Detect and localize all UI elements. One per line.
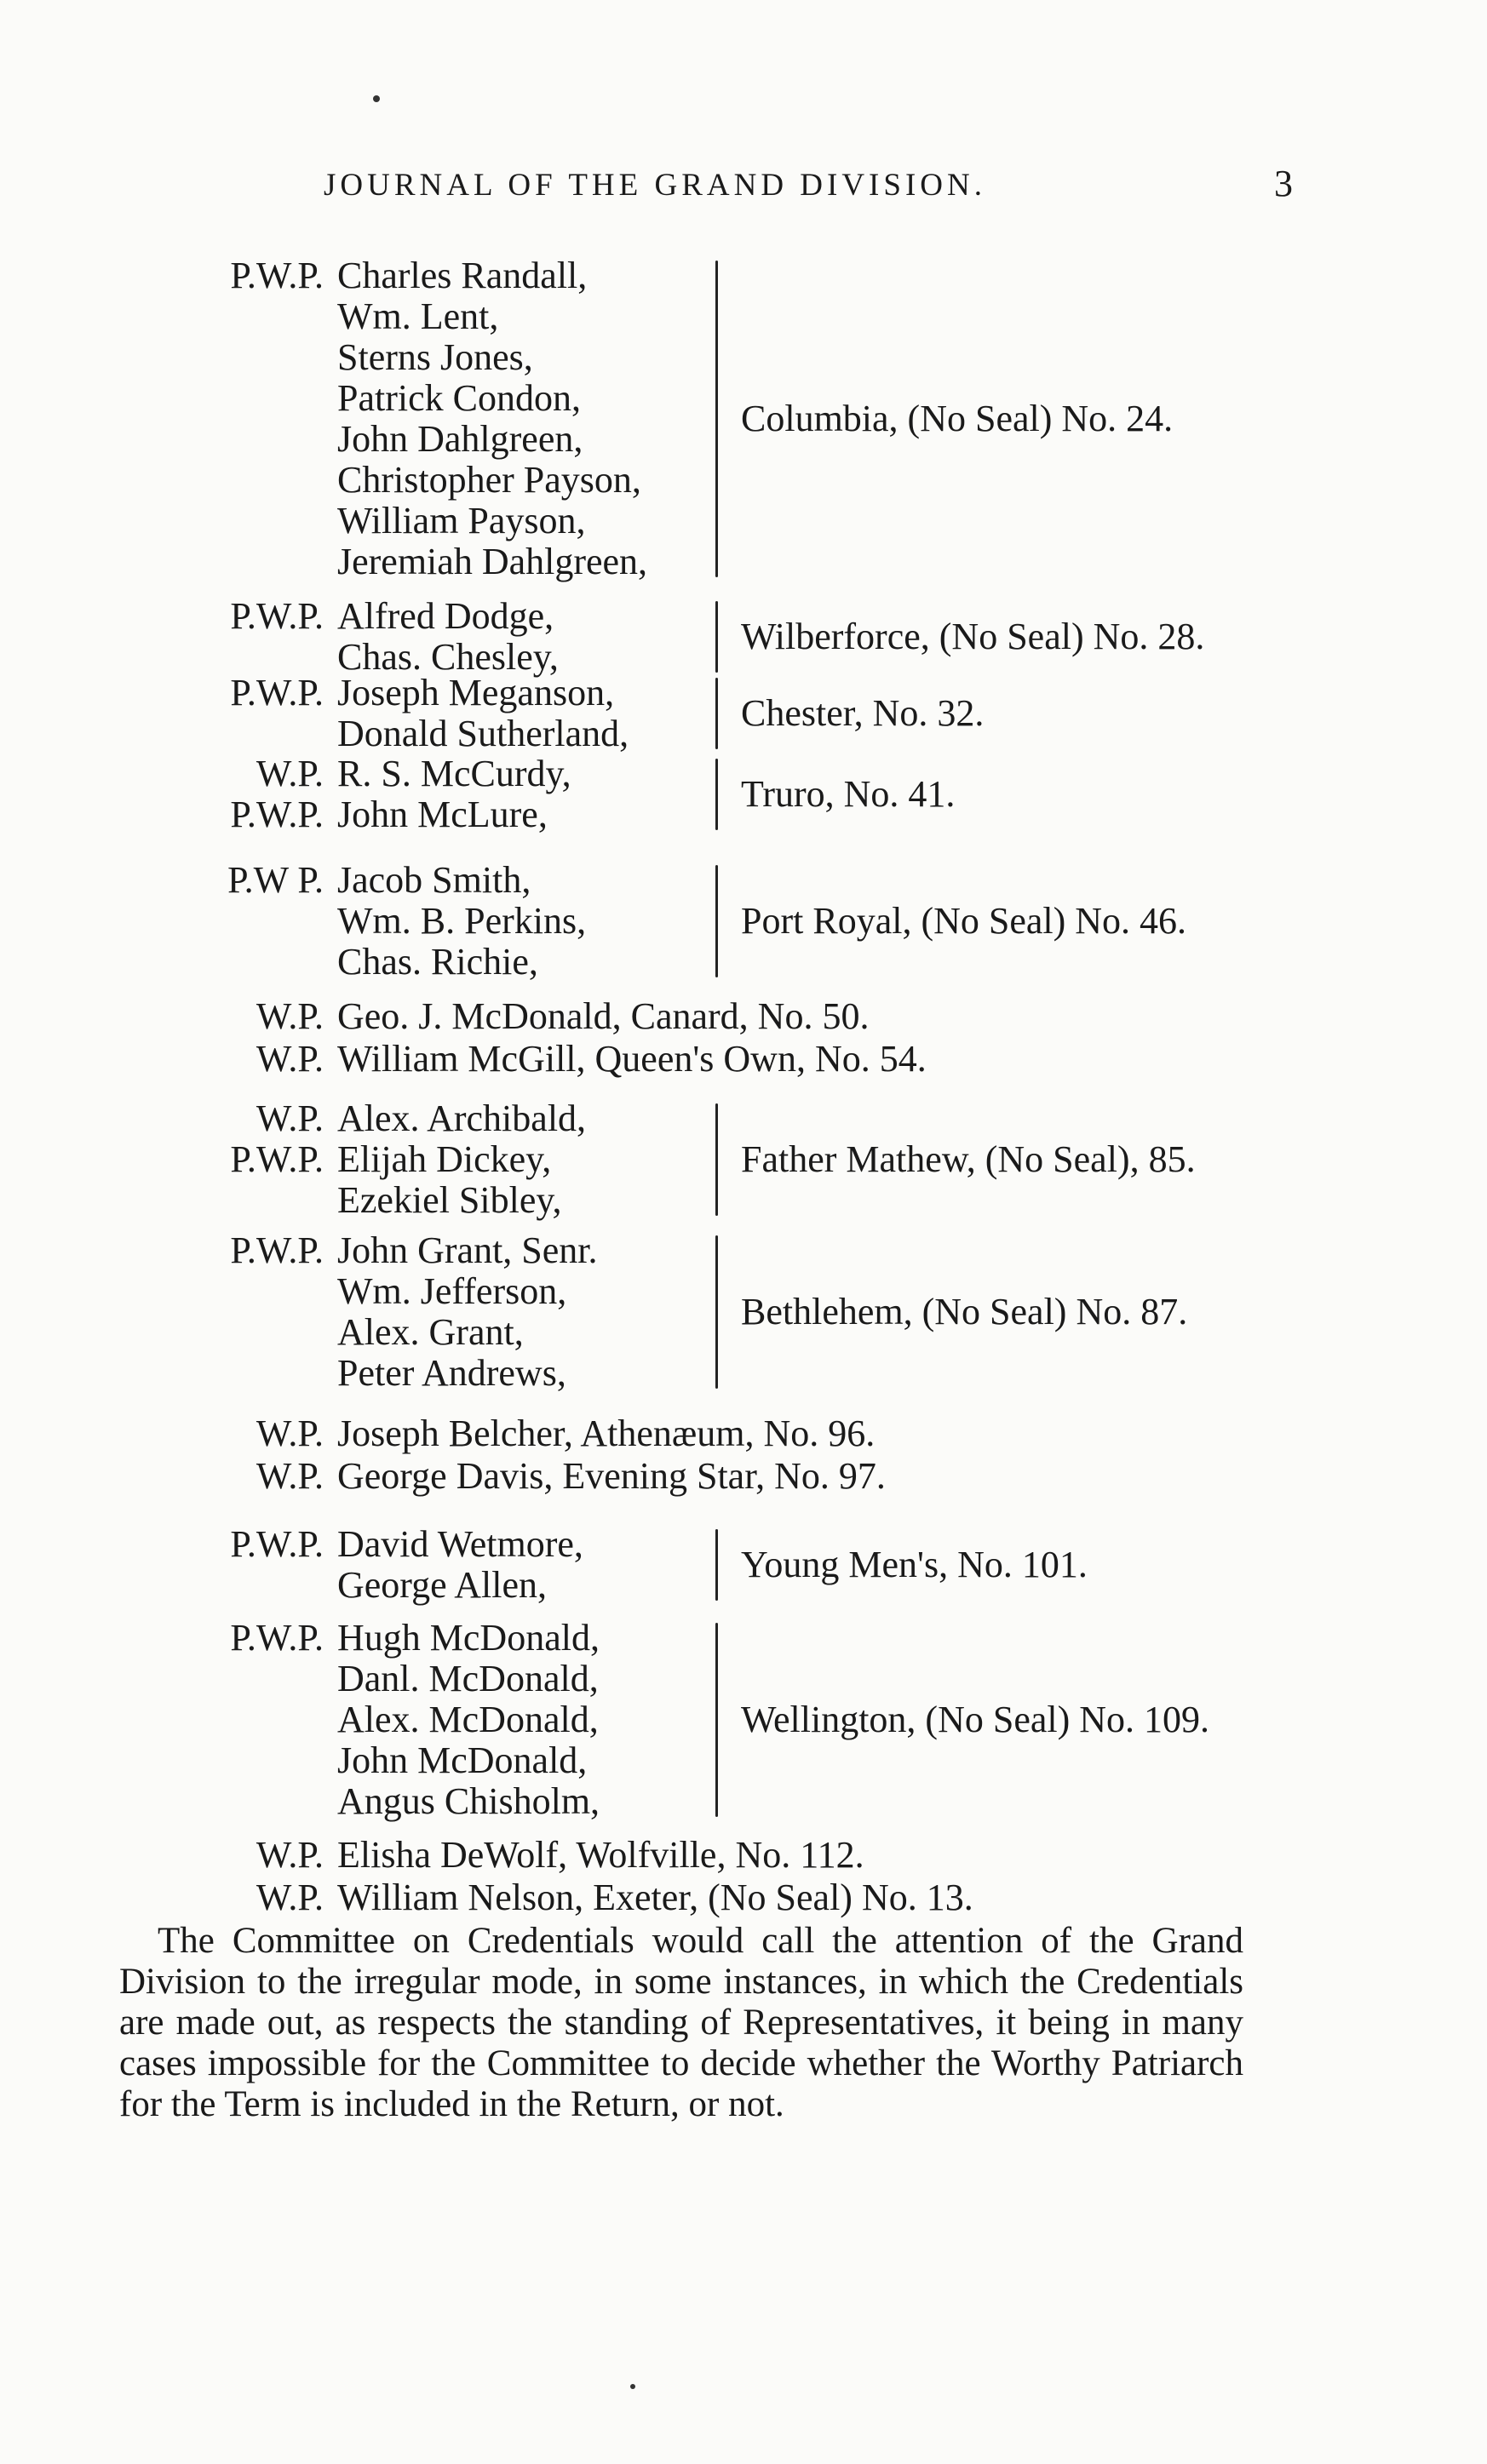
member-name: Elijah Dickey, [337,1138,552,1180]
credential-line [196,1413,875,1454]
office-title: P.W.P. [230,595,324,637]
division-name: Bethlehem, (No Seal) No. 87. [741,1291,1188,1332]
credential-line [196,296,498,337]
division-name: Port Royal, (No Seal) No. 46. [741,900,1187,942]
credential-line [196,1180,562,1221]
credential-line [196,337,533,378]
member-name: Alex. Grant, [337,1311,524,1353]
credential-line [196,1740,587,1781]
member-name: Chas. Chesley, [337,636,559,678]
credential-line [196,1781,600,1822]
member-name: Wm. B. Perkins, [337,900,587,942]
credential-line [196,996,869,1037]
member-name: Geo. J. McDonald, Canard, No. 50. [337,995,870,1037]
division-name: Wellington, (No Seal) No. 109. [741,1699,1210,1740]
member-name: Donald Sutherland, [337,713,629,754]
office-title: W.P. [255,1455,324,1497]
office-title: W.P. [255,995,324,1037]
credential-line [196,1039,927,1080]
member-name: John Dahlgreen, [337,418,583,460]
member-name: Patrick Condon, [337,377,581,419]
running-header: JOURNAL OF THE GRAND DIVISION. [324,168,986,203]
credential-line [196,1098,586,1139]
office-title: P.W P. [227,859,324,901]
member-name: William Nelson, Exeter, (No Seal) No. 13. [337,1877,973,1918]
member-name: Jacob Smith, [337,859,531,901]
group-brace [715,865,718,977]
member-name: John McDonald, [337,1739,588,1781]
member-name: Joseph Belcher, Athenæum, No. 96. [337,1413,876,1454]
credential-line [196,596,554,637]
group-brace [715,261,718,577]
credential-line [196,1699,599,1740]
credential-line [196,419,583,460]
member-name: R. S. McCurdy, [337,753,571,794]
office-title: P.W.P. [230,1229,324,1271]
group-brace [715,759,718,830]
credential-line [196,1139,551,1180]
member-name: Angus Chisholm, [337,1780,600,1822]
office-title: W.P. [255,753,324,794]
member-name: Christopher Payson, [337,459,641,501]
member-name: Charles Randall, [337,255,588,296]
group-brace [715,678,718,749]
member-name: Sterns Jones, [337,336,533,378]
office-title: P.W.P. [230,794,324,835]
member-name: Elisha DeWolf, Wolfville, No. 112. [337,1834,864,1876]
division-name: Chester, No. 32. [741,692,985,734]
credential-line [196,255,587,296]
office-title: W.P. [255,1413,324,1454]
page-number: 3 [1274,163,1293,204]
member-name: Hugh McDonald, [337,1617,600,1659]
credential-line [196,794,548,835]
credential-line [196,1659,599,1699]
member-name: Chas. Richie, [337,941,538,983]
committee-note [119,1921,1243,2125]
group-brace [715,1103,718,1216]
credential-line [196,501,586,542]
member-name: John Grant, Senr. [337,1229,598,1271]
credential-line [196,1456,886,1497]
division-name: Truro, No. 41. [741,773,956,815]
group-brace [715,1623,718,1817]
office-title: P.W.P. [230,1138,324,1180]
member-name: Ezekiel Sibley, [337,1179,562,1221]
credential-line [196,542,647,582]
credential-line [196,1565,547,1606]
member-name: Alex. Archibald, [337,1097,587,1139]
office-title: P.W.P. [230,1523,324,1565]
group-brace [715,1235,718,1389]
office-title: W.P. [255,1097,324,1139]
committee-note-text: The Committee on Credentials would call the attention of the Grand Division to the irregular mode, in some instances, in which the Credentials are made out, as respects the standing of Representatives, it being in many cases impossible for the Committee to decide whether the Worthy Patriarch for the Term is included in the Return, or not. [119,1921,1243,2124]
division-name: Young Men's, No. 101. [741,1544,1088,1585]
member-name: Jeremiah Dahlgreen, [337,541,648,582]
member-name: Wm. Lent, [337,295,499,337]
credential-line [196,860,531,901]
office-title: W.P. [255,1834,324,1876]
credential-line [196,1230,598,1271]
credential-line [196,754,571,794]
member-name: William Payson, [337,500,586,542]
office-title: P.W.P. [230,1617,324,1659]
group-brace [715,601,718,673]
group-brace [715,1529,718,1601]
division-name: Father Mathew, (No Seal), 85. [741,1138,1196,1180]
member-name: Wm. Jefferson, [337,1270,567,1312]
office-title: P.W.P. [230,255,324,296]
credential-line [196,1353,566,1394]
credential-line [196,942,538,983]
credential-line [196,673,614,713]
member-name: George Allen, [337,1564,548,1606]
office-title: W.P. [255,1038,324,1080]
member-name: Alfred Dodge, [337,595,554,637]
credential-line [196,460,641,501]
credential-line [196,1312,524,1353]
office-title: W.P. [255,1877,324,1918]
credential-line [196,1524,583,1565]
member-name: Alex. McDonald, [337,1699,599,1740]
credential-line [196,378,581,419]
credential-line [196,713,629,754]
ink-speck [373,95,380,102]
credential-line [196,1618,600,1659]
credential-line [196,1835,864,1876]
member-name: George Davis, Evening Star, No. 97. [337,1455,886,1497]
member-name: John McLure, [337,794,548,835]
member-name: Joseph Meganson, [337,672,615,713]
ink-speck [630,2384,635,2389]
credential-line [196,901,586,942]
member-name: William McGill, Queen's Own, No. 54. [337,1038,927,1080]
member-name: Danl. McDonald, [337,1658,599,1699]
member-name: Peter Andrews, [337,1352,566,1394]
credential-line [196,1877,973,1918]
division-name: Wilberforce, (No Seal) No. 28. [741,616,1205,657]
member-name: David Wetmore, [337,1523,583,1565]
credential-line [196,1271,566,1312]
office-title: P.W.P. [230,672,324,713]
division-name: Columbia, (No Seal) No. 24. [741,398,1174,439]
